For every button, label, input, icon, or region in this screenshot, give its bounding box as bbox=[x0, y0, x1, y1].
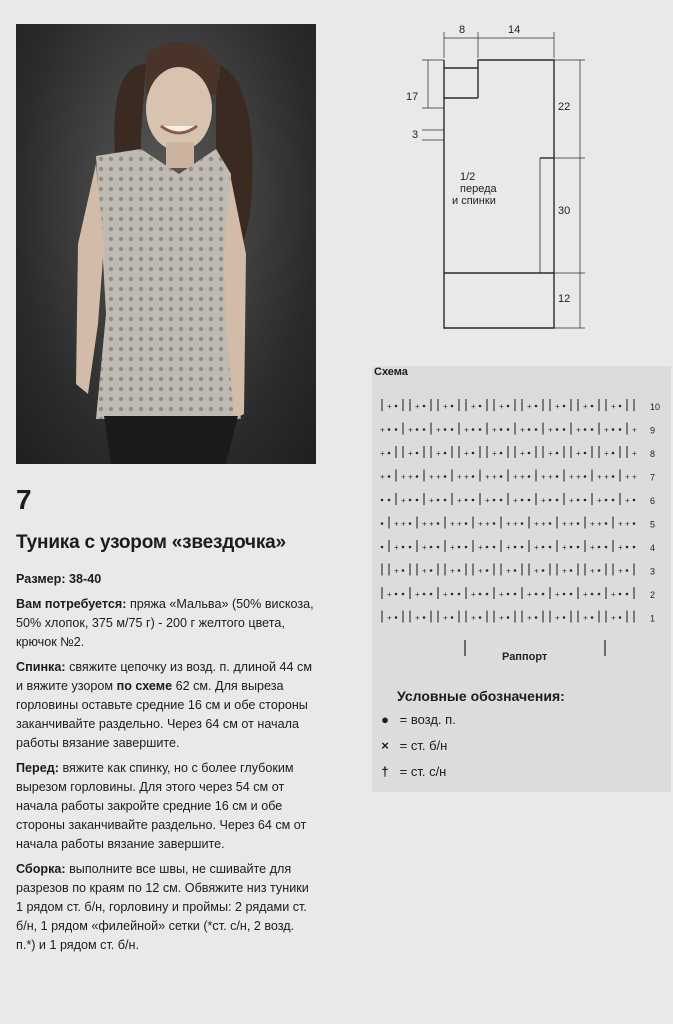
row-number: 2 bbox=[650, 590, 656, 600]
chain-mark bbox=[584, 428, 587, 431]
chain-mark bbox=[556, 475, 559, 478]
chain-mark bbox=[486, 546, 489, 549]
single-crochet-mark: + bbox=[492, 472, 497, 482]
chain-mark bbox=[423, 405, 426, 408]
single-crochet-mark: + bbox=[590, 519, 595, 529]
row-number: 4 bbox=[650, 543, 656, 553]
chain-mark bbox=[395, 405, 398, 408]
chain-mark bbox=[535, 405, 538, 408]
chain-mark bbox=[388, 452, 391, 455]
chain-mark bbox=[577, 522, 580, 525]
single-crochet-mark: + bbox=[527, 590, 532, 599]
single-crochet-mark: + bbox=[492, 425, 497, 435]
chain-mark bbox=[570, 546, 573, 549]
garment-schematic bbox=[406, 18, 610, 348]
chain-mark bbox=[514, 546, 517, 549]
single-crochet-mark: + bbox=[408, 472, 413, 482]
chain-mark bbox=[430, 569, 433, 572]
dim-top-left: 8 bbox=[459, 24, 466, 36]
single-crochet-mark: + bbox=[401, 496, 406, 505]
single-crochet-mark: + bbox=[534, 519, 539, 529]
chain-mark bbox=[500, 475, 503, 478]
single-crochet-mark: + bbox=[387, 613, 392, 623]
dim-left-small: 3 bbox=[412, 129, 419, 141]
single-crochet-mark: + bbox=[632, 449, 637, 458]
chain-mark bbox=[549, 499, 552, 502]
chain-mark bbox=[500, 499, 503, 502]
chain-mark bbox=[556, 499, 559, 502]
single-crochet-mark: + bbox=[485, 472, 490, 482]
chain-mark bbox=[465, 546, 468, 549]
dim-right-upper: 22 bbox=[558, 101, 571, 113]
chain-mark bbox=[437, 499, 440, 502]
single-crochet-mark: + bbox=[604, 425, 609, 435]
piece-label-3: и спинки bbox=[452, 195, 496, 207]
single-crochet-mark: + bbox=[422, 566, 427, 576]
row-number: 1 bbox=[650, 613, 656, 624]
chain-mark bbox=[465, 522, 468, 525]
row-number: 5 bbox=[650, 519, 656, 530]
single-crochet-mark: + bbox=[604, 449, 609, 458]
single-crochet-mark: + bbox=[520, 425, 525, 435]
legend-item-single-crochet bbox=[374, 738, 447, 753]
chain-mark bbox=[626, 569, 629, 572]
back-label: Спинка: bbox=[16, 660, 66, 674]
chain-mark bbox=[444, 452, 447, 455]
single-crochet-mark: + bbox=[562, 566, 567, 576]
chain-mark bbox=[395, 593, 398, 596]
row-number: 6 bbox=[650, 496, 656, 506]
front-paragraph bbox=[16, 759, 316, 854]
chain-mark bbox=[507, 616, 510, 619]
single-crochet-mark: + bbox=[513, 496, 518, 505]
single-crochet-mark: + bbox=[569, 496, 574, 505]
chain-mark bbox=[556, 452, 559, 455]
chain-mark bbox=[542, 593, 545, 596]
chain-mark bbox=[465, 499, 468, 502]
dim-left-upper: 17 bbox=[406, 91, 419, 103]
chain-mark bbox=[486, 593, 489, 596]
single-crochet-mark: + bbox=[457, 472, 462, 482]
chain-mark bbox=[458, 546, 461, 549]
chain-mark bbox=[542, 546, 545, 549]
chain-mark bbox=[486, 569, 489, 572]
chain-mark bbox=[598, 569, 601, 572]
row-number: 3 bbox=[650, 566, 656, 577]
single-crochet-mark: + bbox=[604, 472, 609, 482]
chain-mark bbox=[402, 569, 405, 572]
chain-mark bbox=[493, 499, 496, 502]
chain-mark bbox=[563, 616, 566, 619]
chain-mark bbox=[535, 616, 538, 619]
single-crochet-mark: + bbox=[394, 566, 399, 576]
assembly-paragraph bbox=[16, 860, 316, 955]
chain-mark bbox=[591, 428, 594, 431]
single-crochet-mark: + bbox=[387, 402, 392, 411]
single-crochet-mark: + bbox=[380, 449, 385, 458]
chain-mark bbox=[612, 475, 615, 478]
chain-mark bbox=[395, 428, 398, 431]
single-crochet-mark: + bbox=[576, 472, 581, 482]
single-crochet-mark: + bbox=[618, 519, 623, 529]
legend-text: = ст. с/н bbox=[399, 764, 447, 779]
row-number: 8 bbox=[650, 449, 656, 459]
chain-mark bbox=[500, 452, 503, 455]
chain-mark bbox=[528, 452, 531, 455]
single-crochet-mark: + bbox=[576, 425, 581, 435]
single-crochet-mark: + bbox=[471, 613, 476, 623]
chain-mark bbox=[570, 593, 573, 596]
single-crochet-mark: + bbox=[408, 449, 413, 458]
chain-mark bbox=[479, 616, 482, 619]
chain-mark bbox=[549, 522, 552, 525]
assembly-label: Сборка: bbox=[16, 862, 66, 876]
single-crochet-mark: + bbox=[422, 543, 427, 552]
legend-item-double-crochet bbox=[374, 764, 446, 779]
single-crochet-mark: + bbox=[632, 472, 637, 482]
single-crochet-mark: + bbox=[471, 590, 476, 599]
single-crochet-mark: + bbox=[520, 472, 525, 482]
chain-mark bbox=[549, 546, 552, 549]
single-crochet-mark: + bbox=[380, 425, 385, 435]
legend-item-chain bbox=[374, 712, 456, 727]
single-crochet-mark: + bbox=[541, 472, 546, 482]
single-crochet-mark: + bbox=[457, 496, 462, 505]
chain-mark bbox=[528, 428, 531, 431]
single-crochet-mark: + bbox=[464, 449, 469, 458]
single-crochet-mark: + bbox=[429, 496, 434, 505]
single-crochet-mark: + bbox=[534, 543, 539, 552]
chain-mark bbox=[493, 522, 496, 525]
single-crochet-mark: + bbox=[401, 519, 406, 529]
chain-mark bbox=[619, 616, 622, 619]
chain-mark bbox=[619, 405, 622, 408]
chart-symbols bbox=[380, 399, 637, 623]
dagger-icon: † bbox=[381, 764, 389, 779]
chain-mark bbox=[507, 405, 510, 408]
single-crochet-mark: + bbox=[632, 425, 637, 435]
single-crochet-mark: + bbox=[429, 472, 434, 482]
chain-mark bbox=[395, 616, 398, 619]
chain-mark bbox=[605, 522, 608, 525]
chain-mark bbox=[423, 593, 426, 596]
chain-mark bbox=[507, 593, 510, 596]
single-crochet-mark: + bbox=[464, 472, 469, 482]
chain-mark bbox=[577, 546, 580, 549]
chain-mark bbox=[416, 475, 419, 478]
single-crochet-mark: + bbox=[387, 590, 392, 599]
chain-mark bbox=[416, 499, 419, 502]
single-crochet-mark: + bbox=[625, 496, 630, 505]
single-crochet-mark: + bbox=[380, 472, 385, 482]
single-crochet-mark: + bbox=[618, 566, 623, 576]
row-number: 7 bbox=[650, 472, 656, 483]
single-crochet-mark: + bbox=[513, 472, 518, 482]
model-number: 7 bbox=[16, 484, 32, 515]
chain-mark bbox=[423, 616, 426, 619]
chain-mark bbox=[556, 428, 559, 431]
chain-mark bbox=[528, 499, 531, 502]
chain-mark bbox=[528, 475, 531, 478]
front-label: Перед: bbox=[16, 761, 59, 775]
model-figure bbox=[16, 24, 316, 464]
single-crochet-mark: + bbox=[485, 519, 490, 529]
legend-text: = ст. б/н bbox=[399, 738, 448, 753]
piece-label-2: переда bbox=[460, 183, 497, 195]
single-crochet-mark: + bbox=[450, 519, 455, 529]
single-crochet-mark: + bbox=[394, 519, 399, 529]
chain-mark bbox=[563, 428, 566, 431]
back-text-a: свяжите цепочку из возд. п. длиной 44 см и вяжите узором bbox=[16, 660, 313, 693]
single-crochet-mark: + bbox=[611, 590, 616, 599]
chain-mark bbox=[619, 428, 622, 431]
dim-right-middle: 30 bbox=[558, 205, 571, 217]
chain-mark bbox=[514, 569, 517, 572]
chain-mark bbox=[612, 452, 615, 455]
row-numbers bbox=[650, 402, 660, 624]
single-crochet-mark: + bbox=[555, 402, 560, 411]
single-crochet-mark: + bbox=[408, 425, 413, 435]
single-crochet-mark: + bbox=[513, 519, 518, 529]
materials-text: пряжа «Мальва» (50% вискоза, 50% хлопок, 375 м/75 г) - 200 г желтого цвета, крючок №2. bbox=[16, 597, 314, 649]
single-crochet-mark: + bbox=[450, 543, 455, 552]
size-label: Размер: bbox=[16, 572, 66, 586]
single-crochet-mark: + bbox=[583, 613, 588, 623]
single-crochet-mark: + bbox=[401, 472, 406, 482]
single-crochet-mark: + bbox=[464, 425, 469, 435]
chain-mark bbox=[416, 428, 419, 431]
single-crochet-mark: + bbox=[576, 449, 581, 458]
dim-top-right: 14 bbox=[508, 24, 521, 36]
chain-mark bbox=[626, 593, 629, 596]
chain-mark bbox=[577, 499, 580, 502]
single-crochet-mark: + bbox=[597, 496, 602, 505]
back-paragraph bbox=[16, 658, 316, 753]
piece-label-1: 1/2 bbox=[460, 171, 476, 183]
single-crochet-mark: + bbox=[436, 425, 441, 435]
chart-title: Схема bbox=[374, 366, 408, 378]
chain-mark bbox=[591, 405, 594, 408]
chain-mark bbox=[514, 593, 517, 596]
single-crochet-mark: + bbox=[625, 472, 630, 482]
front-text: вяжите как спинку, но с более глубоким вырезом горловины. Для этого через 54 см от начала работы закройте средние 16 см и обе стороны заканчивайте раздельно. Через 64 см от начала работы вязание завершите. bbox=[16, 761, 307, 851]
size-paragraph bbox=[16, 570, 316, 589]
single-crochet-mark: + bbox=[555, 590, 560, 599]
single-crochet-mark: + bbox=[541, 496, 546, 505]
repeat-label: Раппорт bbox=[502, 651, 548, 663]
row-number: 10 bbox=[650, 402, 661, 412]
single-crochet-mark: + bbox=[618, 543, 623, 552]
chain-mark bbox=[521, 546, 524, 549]
chain-mark bbox=[458, 593, 461, 596]
single-crochet-mark: + bbox=[478, 566, 483, 576]
single-crochet-mark: + bbox=[590, 566, 595, 576]
single-crochet-mark: + bbox=[506, 566, 511, 576]
chain-mark bbox=[542, 569, 545, 572]
chain-mark bbox=[409, 522, 412, 525]
chain-mark bbox=[381, 546, 384, 549]
chain-mark bbox=[388, 499, 391, 502]
single-crochet-mark: + bbox=[541, 519, 546, 529]
single-crochet-mark: + bbox=[562, 543, 567, 552]
chain-mark bbox=[409, 546, 412, 549]
chain-mark bbox=[584, 452, 587, 455]
chain-mark bbox=[430, 593, 433, 596]
single-crochet-mark: + bbox=[499, 590, 504, 599]
single-crochet-mark: + bbox=[527, 402, 532, 411]
chain-mark bbox=[381, 522, 384, 525]
chain-mark bbox=[521, 499, 524, 502]
single-crochet-mark: + bbox=[583, 590, 588, 599]
single-crochet-mark: + bbox=[555, 613, 560, 623]
single-crochet-mark: + bbox=[597, 472, 602, 482]
single-crochet-mark: + bbox=[436, 472, 441, 482]
chain-mark bbox=[402, 593, 405, 596]
chain-mark bbox=[458, 569, 461, 572]
single-crochet-mark: + bbox=[520, 449, 525, 458]
chain-mark bbox=[493, 546, 496, 549]
chain-mark bbox=[535, 593, 538, 596]
chain-mark bbox=[584, 475, 587, 478]
dot-icon: ● bbox=[381, 712, 389, 727]
chain-mark bbox=[612, 428, 615, 431]
model-photo bbox=[16, 24, 316, 464]
single-crochet-mark: + bbox=[499, 613, 504, 623]
chain-mark bbox=[633, 499, 636, 502]
chain-mark bbox=[451, 616, 454, 619]
dim-right-lower: 12 bbox=[558, 293, 571, 305]
assembly-text: выполните все швы, не сшивайте для разрезов по краям по 12 см. Обвяжите низ туники 1 рядом ст. б/н, горловину и проймы: 2 рядами ст. б/н, 1 рядом «филейной» сетки (*ст. с/н, 2 возд. п.*) и 1 рядом ст. б/н. bbox=[16, 862, 309, 952]
instructions bbox=[16, 570, 316, 961]
single-crochet-mark: + bbox=[548, 472, 553, 482]
chain-mark bbox=[444, 499, 447, 502]
back-text-b: 62 см. Для выреза горловины оставьте средние 16 см и обе стороны заканчивайте раздельно. Через 64 см от начала работы вязание завершите. bbox=[16, 679, 308, 750]
chain-mark bbox=[444, 428, 447, 431]
chain-mark bbox=[381, 499, 384, 502]
size-value: 38-40 bbox=[69, 572, 102, 586]
chain-mark bbox=[479, 593, 482, 596]
single-crochet-mark: + bbox=[415, 613, 420, 623]
chain-mark bbox=[535, 428, 538, 431]
chain-mark bbox=[605, 546, 608, 549]
single-crochet-mark: + bbox=[422, 519, 427, 529]
chain-mark bbox=[563, 593, 566, 596]
chain-mark bbox=[521, 522, 524, 525]
chain-mark bbox=[479, 428, 482, 431]
chain-mark bbox=[591, 616, 594, 619]
chain-mark bbox=[633, 522, 636, 525]
chain-mark bbox=[507, 428, 510, 431]
chain-mark bbox=[570, 569, 573, 572]
single-crochet-mark: + bbox=[611, 402, 616, 411]
materials-paragraph bbox=[16, 595, 316, 652]
chain-mark bbox=[451, 405, 454, 408]
single-crochet-mark: + bbox=[478, 519, 483, 529]
chain-mark bbox=[563, 405, 566, 408]
single-crochet-mark: + bbox=[415, 590, 420, 599]
single-crochet-mark: + bbox=[443, 590, 448, 599]
chain-mark bbox=[437, 546, 440, 549]
chain-mark bbox=[451, 428, 454, 431]
legend-text: = возд. п. bbox=[399, 712, 456, 727]
single-crochet-mark: + bbox=[625, 519, 630, 529]
single-crochet-mark: + bbox=[443, 402, 448, 411]
chain-mark bbox=[451, 593, 454, 596]
chain-mark bbox=[388, 428, 391, 431]
chain-mark bbox=[479, 405, 482, 408]
chain-mark bbox=[472, 499, 475, 502]
single-crochet-mark: + bbox=[611, 613, 616, 623]
single-crochet-mark: + bbox=[436, 449, 441, 458]
row-number: 9 bbox=[650, 425, 656, 436]
single-crochet-mark: + bbox=[562, 519, 567, 529]
chain-mark bbox=[598, 546, 601, 549]
single-crochet-mark: + bbox=[534, 566, 539, 576]
chain-mark bbox=[591, 593, 594, 596]
chain-mark bbox=[402, 546, 405, 549]
chain-mark bbox=[416, 452, 419, 455]
materials-label: Вам потребуется: bbox=[16, 597, 127, 611]
page-title: Туника с узором «звездочка» bbox=[16, 532, 286, 553]
chain-mark bbox=[409, 499, 412, 502]
single-crochet-mark: + bbox=[450, 566, 455, 576]
chain-mark bbox=[619, 593, 622, 596]
chain-mark bbox=[584, 499, 587, 502]
single-crochet-mark: + bbox=[429, 519, 434, 529]
single-crochet-mark: + bbox=[492, 449, 497, 458]
chain-mark bbox=[605, 499, 608, 502]
single-crochet-mark: + bbox=[471, 402, 476, 411]
chain-mark bbox=[598, 593, 601, 596]
single-crochet-mark: + bbox=[499, 402, 504, 411]
single-crochet-mark: + bbox=[485, 496, 490, 505]
single-crochet-mark: + bbox=[569, 472, 574, 482]
chain-mark bbox=[388, 475, 391, 478]
chain-mark bbox=[472, 475, 475, 478]
single-crochet-mark: + bbox=[527, 613, 532, 623]
chain-mark bbox=[472, 452, 475, 455]
chain-mark bbox=[626, 546, 629, 549]
single-crochet-mark: + bbox=[590, 543, 595, 552]
chain-mark bbox=[633, 546, 636, 549]
chain-mark bbox=[500, 428, 503, 431]
chain-mark bbox=[437, 522, 440, 525]
single-crochet-mark: + bbox=[548, 425, 553, 435]
crochet-chart bbox=[374, 390, 670, 670]
back-emphasis: по схеме bbox=[116, 679, 173, 693]
single-crochet-mark: + bbox=[569, 519, 574, 529]
single-crochet-mark: + bbox=[394, 543, 399, 552]
single-crochet-mark: + bbox=[506, 519, 511, 529]
cross-icon: × bbox=[381, 738, 389, 753]
single-crochet-mark: + bbox=[415, 402, 420, 411]
legend-title: Условные обозначения: bbox=[397, 688, 565, 704]
single-crochet-mark: + bbox=[597, 519, 602, 529]
single-crochet-mark: + bbox=[457, 519, 462, 529]
single-crochet-mark: + bbox=[583, 402, 588, 411]
single-crochet-mark: + bbox=[548, 449, 553, 458]
chain-mark bbox=[423, 428, 426, 431]
chain-mark bbox=[472, 428, 475, 431]
chain-mark bbox=[444, 475, 447, 478]
single-crochet-mark: + bbox=[443, 613, 448, 623]
single-crochet-mark: + bbox=[506, 543, 511, 552]
chain-mark bbox=[430, 546, 433, 549]
chain-mark bbox=[612, 499, 615, 502]
single-crochet-mark: + bbox=[478, 543, 483, 552]
